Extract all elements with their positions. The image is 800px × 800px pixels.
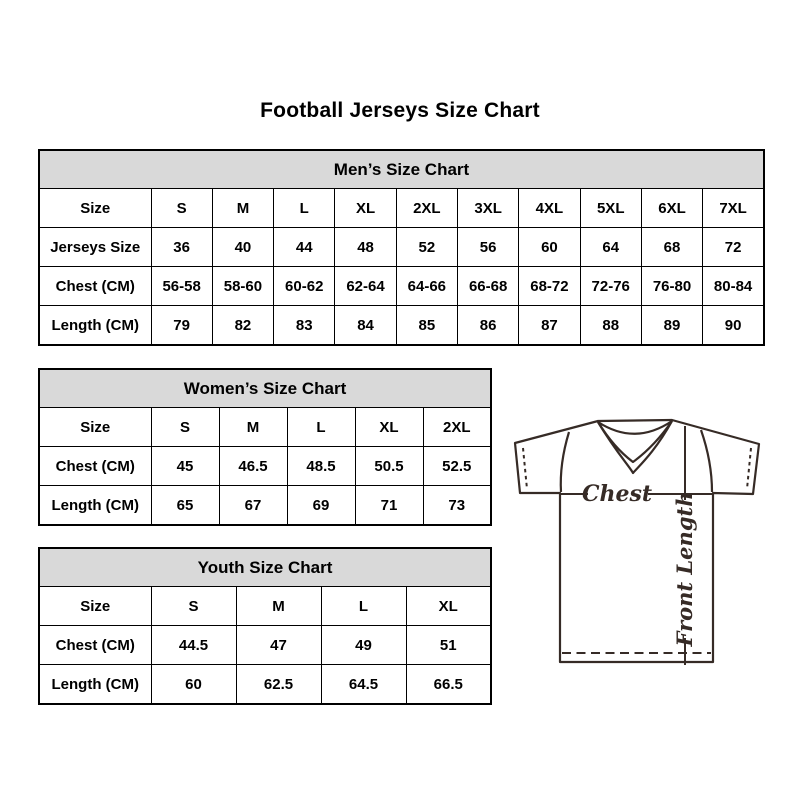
size-cell: 7XL bbox=[703, 189, 764, 228]
size-cell: 69 bbox=[287, 486, 355, 526]
row-label: Size bbox=[39, 408, 151, 447]
table-header-row bbox=[39, 548, 491, 587]
size-cell: 51 bbox=[406, 626, 491, 665]
size-cell: M bbox=[236, 587, 321, 626]
size-cell: L bbox=[287, 408, 355, 447]
size-cell: 80-84 bbox=[703, 267, 764, 306]
row-label: Chest (CM) bbox=[39, 267, 151, 306]
size-cell: L bbox=[321, 587, 406, 626]
size-cell: 68 bbox=[641, 228, 702, 267]
table-header-row bbox=[39, 150, 764, 189]
table-row bbox=[39, 447, 491, 486]
front-length-label: Front Length bbox=[672, 491, 697, 647]
table-row bbox=[39, 408, 491, 447]
size-cell: 44.5 bbox=[151, 626, 236, 665]
size-cell: 71 bbox=[355, 486, 423, 526]
size-cell: 68-72 bbox=[519, 267, 580, 306]
size-cell: 60-62 bbox=[274, 267, 335, 306]
page-title: Football Jerseys Size Chart bbox=[260, 99, 540, 122]
size-cell: 67 bbox=[219, 486, 287, 526]
size-cell: 40 bbox=[212, 228, 273, 267]
size-cell: 50.5 bbox=[355, 447, 423, 486]
row-label: Size bbox=[39, 189, 151, 228]
womens-table-title: Women’s Size Chart bbox=[39, 369, 491, 408]
size-cell: 66.5 bbox=[406, 665, 491, 705]
table-row bbox=[39, 486, 491, 526]
size-cell: 66-68 bbox=[457, 267, 518, 306]
jersey-illustration bbox=[500, 400, 770, 670]
jersey-body-outline bbox=[515, 420, 759, 662]
table-row bbox=[39, 267, 764, 306]
table-row bbox=[39, 626, 491, 665]
size-cell: 85 bbox=[396, 306, 457, 346]
size-cell: 62-64 bbox=[335, 267, 396, 306]
size-cell: 49 bbox=[321, 626, 406, 665]
size-cell: 56-58 bbox=[151, 267, 212, 306]
size-cell: 76-80 bbox=[641, 267, 702, 306]
size-cell: 44 bbox=[274, 228, 335, 267]
size-cell: 52 bbox=[396, 228, 457, 267]
size-cell: 46.5 bbox=[219, 447, 287, 486]
row-label: Size bbox=[39, 587, 151, 626]
youth-size-table bbox=[38, 547, 492, 705]
mens-table-title: Men’s Size Chart bbox=[39, 150, 764, 189]
table-row bbox=[39, 228, 764, 267]
size-cell: 64 bbox=[580, 228, 641, 267]
row-label: Jerseys Size bbox=[39, 228, 151, 267]
size-cell: 87 bbox=[519, 306, 580, 346]
size-cell: 5XL bbox=[580, 189, 641, 228]
size-cell: 2XL bbox=[423, 408, 491, 447]
table-row bbox=[39, 587, 491, 626]
size-cell: 84 bbox=[335, 306, 396, 346]
size-cell: 86 bbox=[457, 306, 518, 346]
size-cell: XL bbox=[406, 587, 491, 626]
row-label: Length (CM) bbox=[39, 306, 151, 346]
table-row bbox=[39, 189, 764, 228]
size-cell: 60 bbox=[151, 665, 236, 705]
size-cell: 72 bbox=[703, 228, 764, 267]
size-cell: 88 bbox=[580, 306, 641, 346]
youth-table-title: Youth Size Chart bbox=[39, 548, 491, 587]
size-cell: 83 bbox=[274, 306, 335, 346]
size-cell: 72-76 bbox=[580, 267, 641, 306]
size-cell: L bbox=[274, 189, 335, 228]
row-label: Chest (CM) bbox=[39, 447, 151, 486]
size-cell: 64.5 bbox=[321, 665, 406, 705]
size-cell: 52.5 bbox=[423, 447, 491, 486]
table-header-row bbox=[39, 369, 491, 408]
size-cell: 64-66 bbox=[396, 267, 457, 306]
size-cell: 58-60 bbox=[212, 267, 273, 306]
size-cell: 90 bbox=[703, 306, 764, 346]
row-label: Chest (CM) bbox=[39, 626, 151, 665]
size-cell: XL bbox=[335, 189, 396, 228]
size-cell: 3XL bbox=[457, 189, 518, 228]
size-cell: 47 bbox=[236, 626, 321, 665]
size-cell: XL bbox=[355, 408, 423, 447]
size-cell: 56 bbox=[457, 228, 518, 267]
size-cell: S bbox=[151, 408, 219, 447]
size-cell: 79 bbox=[151, 306, 212, 346]
chest-label: Chest bbox=[581, 481, 653, 507]
size-cell: 82 bbox=[212, 306, 273, 346]
size-cell: 65 bbox=[151, 486, 219, 526]
size-cell: 89 bbox=[641, 306, 702, 346]
size-cell: 6XL bbox=[641, 189, 702, 228]
size-cell: S bbox=[151, 587, 236, 626]
size-cell: S bbox=[151, 189, 212, 228]
size-cell: 48.5 bbox=[287, 447, 355, 486]
mens-size-table bbox=[38, 149, 765, 346]
size-cell: 62.5 bbox=[236, 665, 321, 705]
row-label: Length (CM) bbox=[39, 665, 151, 705]
womens-size-table bbox=[38, 368, 492, 526]
size-cell: 45 bbox=[151, 447, 219, 486]
size-cell: 48 bbox=[335, 228, 396, 267]
size-cell: M bbox=[212, 189, 273, 228]
size-cell: 36 bbox=[151, 228, 212, 267]
jersey-measurement-diagram bbox=[500, 400, 770, 670]
table-row bbox=[39, 306, 764, 346]
row-label: Length (CM) bbox=[39, 486, 151, 526]
size-cell: 60 bbox=[519, 228, 580, 267]
size-cell: M bbox=[219, 408, 287, 447]
table-row bbox=[39, 665, 491, 705]
size-cell: 2XL bbox=[396, 189, 457, 228]
size-cell: 4XL bbox=[519, 189, 580, 228]
size-cell: 73 bbox=[423, 486, 491, 526]
